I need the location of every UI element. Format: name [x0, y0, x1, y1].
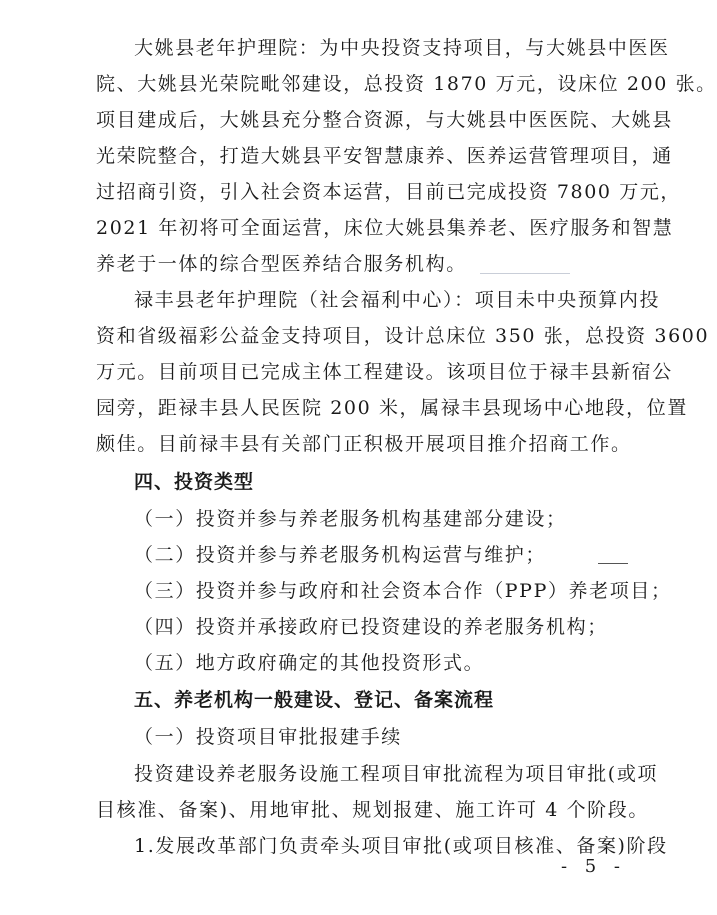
list-item: （四）投资并承接政府已投资建设的养老服务机构； [134, 616, 608, 638]
scan-artifact [480, 273, 570, 274]
subsection-heading: （一）投资项目审批报建手续 [134, 726, 402, 748]
paragraph-line: 颇佳。目前禄丰县有关部门正积极开展项目推介招商工作。 [96, 433, 632, 455]
paragraph-line: 万元。目前项目已完成主体工程建设。该项目位于禄丰县新宿公 [96, 361, 673, 383]
list-item: （一）投资并参与养老服务机构基建部分建设； [134, 508, 567, 530]
section-heading: 四、投资类型 [134, 471, 255, 493]
paragraph-line: 投资建设养老服务设施工程项目审批流程为项目审批(或项 [134, 763, 659, 785]
page-number: - 5 - [560, 856, 626, 877]
paragraph-line: 1.发展改革部门负责牵头项目审批(或项目核准、备案)阶段 [134, 835, 668, 857]
paragraph-line: 园旁，距禄丰县人民医院 200 米，属禄丰县现场中心地段，位置 [96, 397, 688, 419]
paragraph-line: 项目建成后，大姚县充分整合资源，与大姚县中医医院、大姚县 [96, 109, 673, 131]
paragraph-line: 过招商引资，引入社会资本运营，目前已完成投资 7800 万元， [96, 181, 682, 203]
paragraph-line: 大姚县老年护理院：为中央投资支持项目，与大姚县中医医 [134, 37, 670, 59]
section-heading: 五、养老机构一般建设、登记、备案流程 [134, 689, 495, 711]
paragraph-line: 院、大姚县光荣院毗邻建设，总投资 1870 万元，设床位 200 张。 [96, 73, 717, 95]
paragraph-line: 2021 年初将可全面运营，床位大姚县集养老、医疗服务和智慧 [96, 217, 674, 239]
paragraph-line: 目核准、备案)、用地审批、规划报建、施工许可 4 个阶段。 [96, 799, 649, 821]
list-item: （二）投资并参与养老服务机构运营与维护； [134, 544, 547, 566]
scan-artifact [598, 563, 628, 564]
list-item: （三）投资并参与政府和社会资本合作（PPP）养老项目； [134, 580, 672, 602]
paragraph-line: 光荣院整合，打造大姚县平安智慧康养、医养运营管理项目，通 [96, 145, 673, 167]
paragraph-line: 养老于一体的综合型医养结合服务机构。 [96, 253, 467, 275]
paragraph-line: 资和省级福彩公益金支持项目，设计总床位 350 张，总投资 3600 [96, 325, 710, 347]
list-item: （五）地方政府确定的其他投资形式。 [134, 652, 485, 674]
paragraph-line: 禄丰县老年护理院（社会福利中心）：项目未中央预算内投 [134, 289, 661, 311]
